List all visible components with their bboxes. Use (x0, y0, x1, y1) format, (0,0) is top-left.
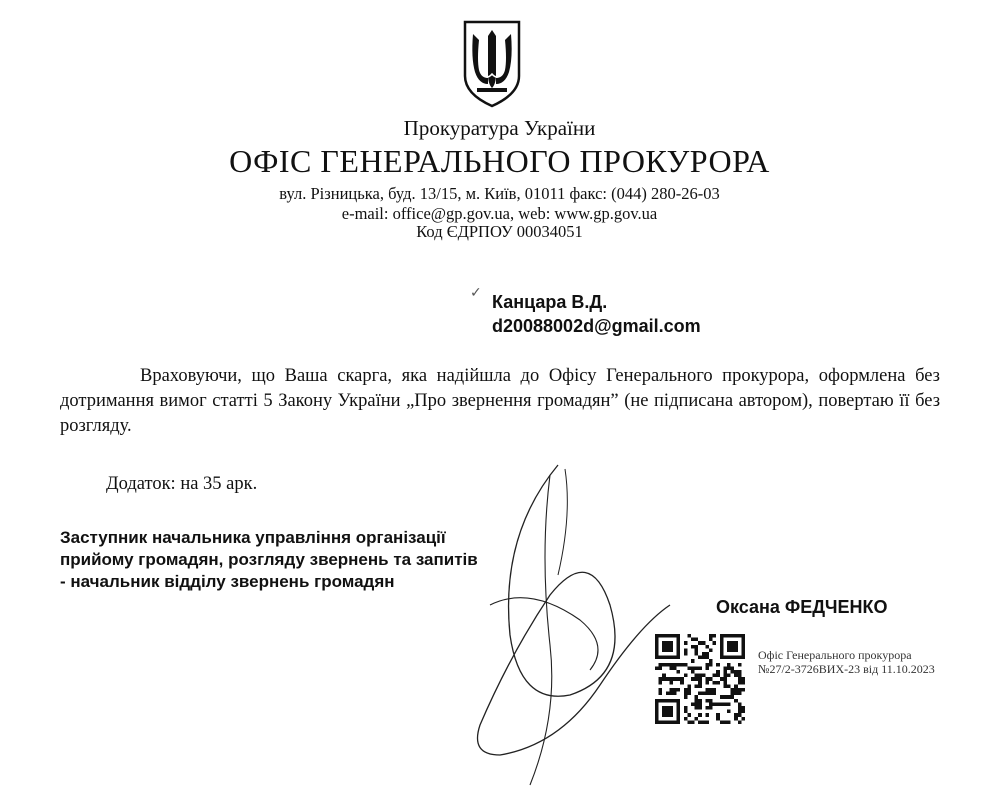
signatory-name: Оксана ФЕДЧЕНКО (716, 597, 888, 617)
signatory-position: Заступник начальника управління організації прийому громадян, розгляду звернень та запитів - начальник відділу звернень громадян (60, 528, 478, 591)
recipient-block (492, 290, 701, 338)
recipient-email: d20088002d@gmail.com (492, 316, 701, 336)
qr-code-icon (655, 634, 745, 724)
recipient-name: Канцара В.Д. (492, 292, 608, 312)
org-name-title: ОФІС ГЕНЕРАЛЬНОГО ПРОКУРОРА (229, 143, 770, 179)
org-parent-title: Прокуратура України (403, 116, 596, 140)
registration-stamp (758, 648, 935, 676)
ukraine-trident-icon (461, 18, 523, 108)
registration-number: №27/2-3726ВИХ-23 від 11.10.2023 (758, 662, 935, 676)
attachment-note: Додаток: на 35 арк. (106, 474, 258, 494)
handwritten-signature (440, 455, 700, 795)
registration-office: Офіс Генерального прокурора (758, 648, 912, 662)
letter-body-paragraph: Враховуючи, що Ваша скарга, яка надійшла до Офісу Генерального прокурора, оформлена без дотримання вимог статті 5 Закону України „Про звернення громадян” (не підписана автором), повертаю її без розгляду. (60, 366, 940, 436)
check-mark-icon: ✓ (470, 285, 482, 301)
code-line: Код ЄДРПОУ 00034051 (416, 222, 583, 241)
address-line: вул. Різницька, буд. 13/15, м. Київ, 01011 факс: (044) 280-26-03 (279, 184, 720, 203)
contacts-line: e-mail: office@gp.gov.ua, web: www.gp.gov.ua (341, 204, 658, 223)
